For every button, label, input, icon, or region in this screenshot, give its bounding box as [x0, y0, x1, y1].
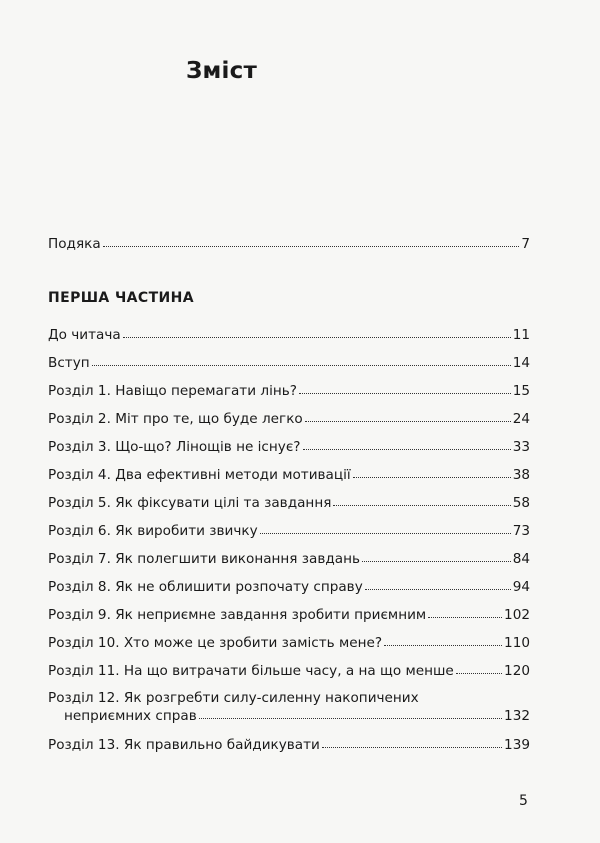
page-number: 5 [519, 793, 528, 809]
leader-dots [103, 245, 520, 247]
toc-entry-line2 [48, 707, 530, 725]
leader-dots [199, 717, 502, 719]
toc-entry-label: Розділ 2. Міт про те, що буде легко [48, 411, 303, 427]
leader-dots [123, 336, 511, 338]
toc-entry-page: 94 [512, 579, 530, 595]
leader-dots [299, 392, 511, 394]
toc-entry [48, 550, 530, 568]
toc-entry [48, 662, 530, 680]
leader-dots [362, 560, 511, 562]
page-title: Зміст [186, 58, 257, 84]
toc-entry-label: Подяка [48, 236, 101, 252]
toc-entry [48, 494, 530, 512]
toc-entry-label: Розділ 3. Що-що? Лінощів не існує? [48, 439, 301, 455]
toc-entry-label: Розділ 7. Як полегшити виконання завдань [48, 551, 361, 567]
toc-entry [48, 578, 530, 596]
toc-entry [48, 466, 530, 484]
toc-entry-13 [48, 736, 530, 754]
toc-entry-page: 132 [504, 708, 530, 724]
part-heading: ПЕРША ЧАСТИНА [48, 290, 194, 306]
leader-dots [305, 420, 511, 422]
toc-entry-page: 58 [512, 495, 530, 511]
toc-entry-12 [48, 689, 530, 725]
leader-dots [456, 672, 502, 674]
toc-entry-page: 7 [521, 236, 530, 252]
leader-dots [322, 746, 502, 748]
leader-dots [260, 532, 511, 534]
toc-entry-page: 11 [512, 327, 530, 343]
toc-entry-page: 15 [512, 383, 530, 399]
toc-entry-page: 73 [512, 523, 530, 539]
toc-entry-acknowledgements [48, 235, 530, 253]
toc-entry-label: Розділ 6. Як виробити звичку [48, 523, 258, 539]
toc-entry-label: Розділ 11. На що витрачати більше часу, а на що менше [48, 663, 454, 679]
toc-entry-label: Розділ 10. Хто може це зробити замість мене? [48, 635, 383, 651]
toc-entry-label: Розділ 5. Як фіксувати цілі та завдання [48, 495, 332, 511]
toc-entry-page: 120 [504, 663, 530, 679]
toc-entry-label: Вступ [48, 355, 90, 371]
toc-entry-page: 84 [512, 551, 530, 567]
toc-entry-page: 110 [504, 635, 530, 651]
toc-entry-page: 102 [504, 607, 530, 623]
toc-entry-page: 33 [512, 439, 530, 455]
toc-entry-page: 24 [512, 411, 530, 427]
toc-entry [48, 382, 530, 400]
toc-entry-label: До читача [48, 327, 121, 343]
leader-dots [428, 616, 502, 618]
toc-entry-label-line1: Розділ 12. Як розгребти силу-силенну накопичених [48, 690, 419, 706]
leader-dots [353, 476, 511, 478]
toc-entry-label: Розділ 13. Як правильно байдикувати [48, 737, 320, 753]
leader-dots [303, 448, 511, 450]
toc-entry-label: Розділ 1. Навіщо перемагати лінь? [48, 383, 297, 399]
toc-entry [48, 326, 530, 344]
toc-entry [48, 606, 530, 624]
leader-dots [365, 588, 511, 590]
toc-entry-label: Розділ 9. Як неприємне завдання зробити приємним [48, 607, 427, 623]
toc-entry-page: 14 [512, 355, 530, 371]
toc-entry [48, 438, 530, 456]
toc-entry [48, 354, 530, 372]
toc-entry-label: Розділ 8. Як не облишити розпочату справу [48, 579, 363, 595]
toc-entry [48, 634, 530, 652]
leader-dots [333, 504, 510, 506]
leader-dots [384, 644, 502, 646]
toc-entry-label-line2: неприємних справ [64, 708, 197, 724]
toc-entry-label: Розділ 4. Два ефективні методи мотивації [48, 467, 351, 483]
leader-dots [92, 364, 511, 366]
toc-entry-page: 38 [512, 467, 530, 483]
toc-entry [48, 410, 530, 428]
toc-entry [48, 522, 530, 540]
toc-entry-page: 139 [504, 737, 530, 753]
